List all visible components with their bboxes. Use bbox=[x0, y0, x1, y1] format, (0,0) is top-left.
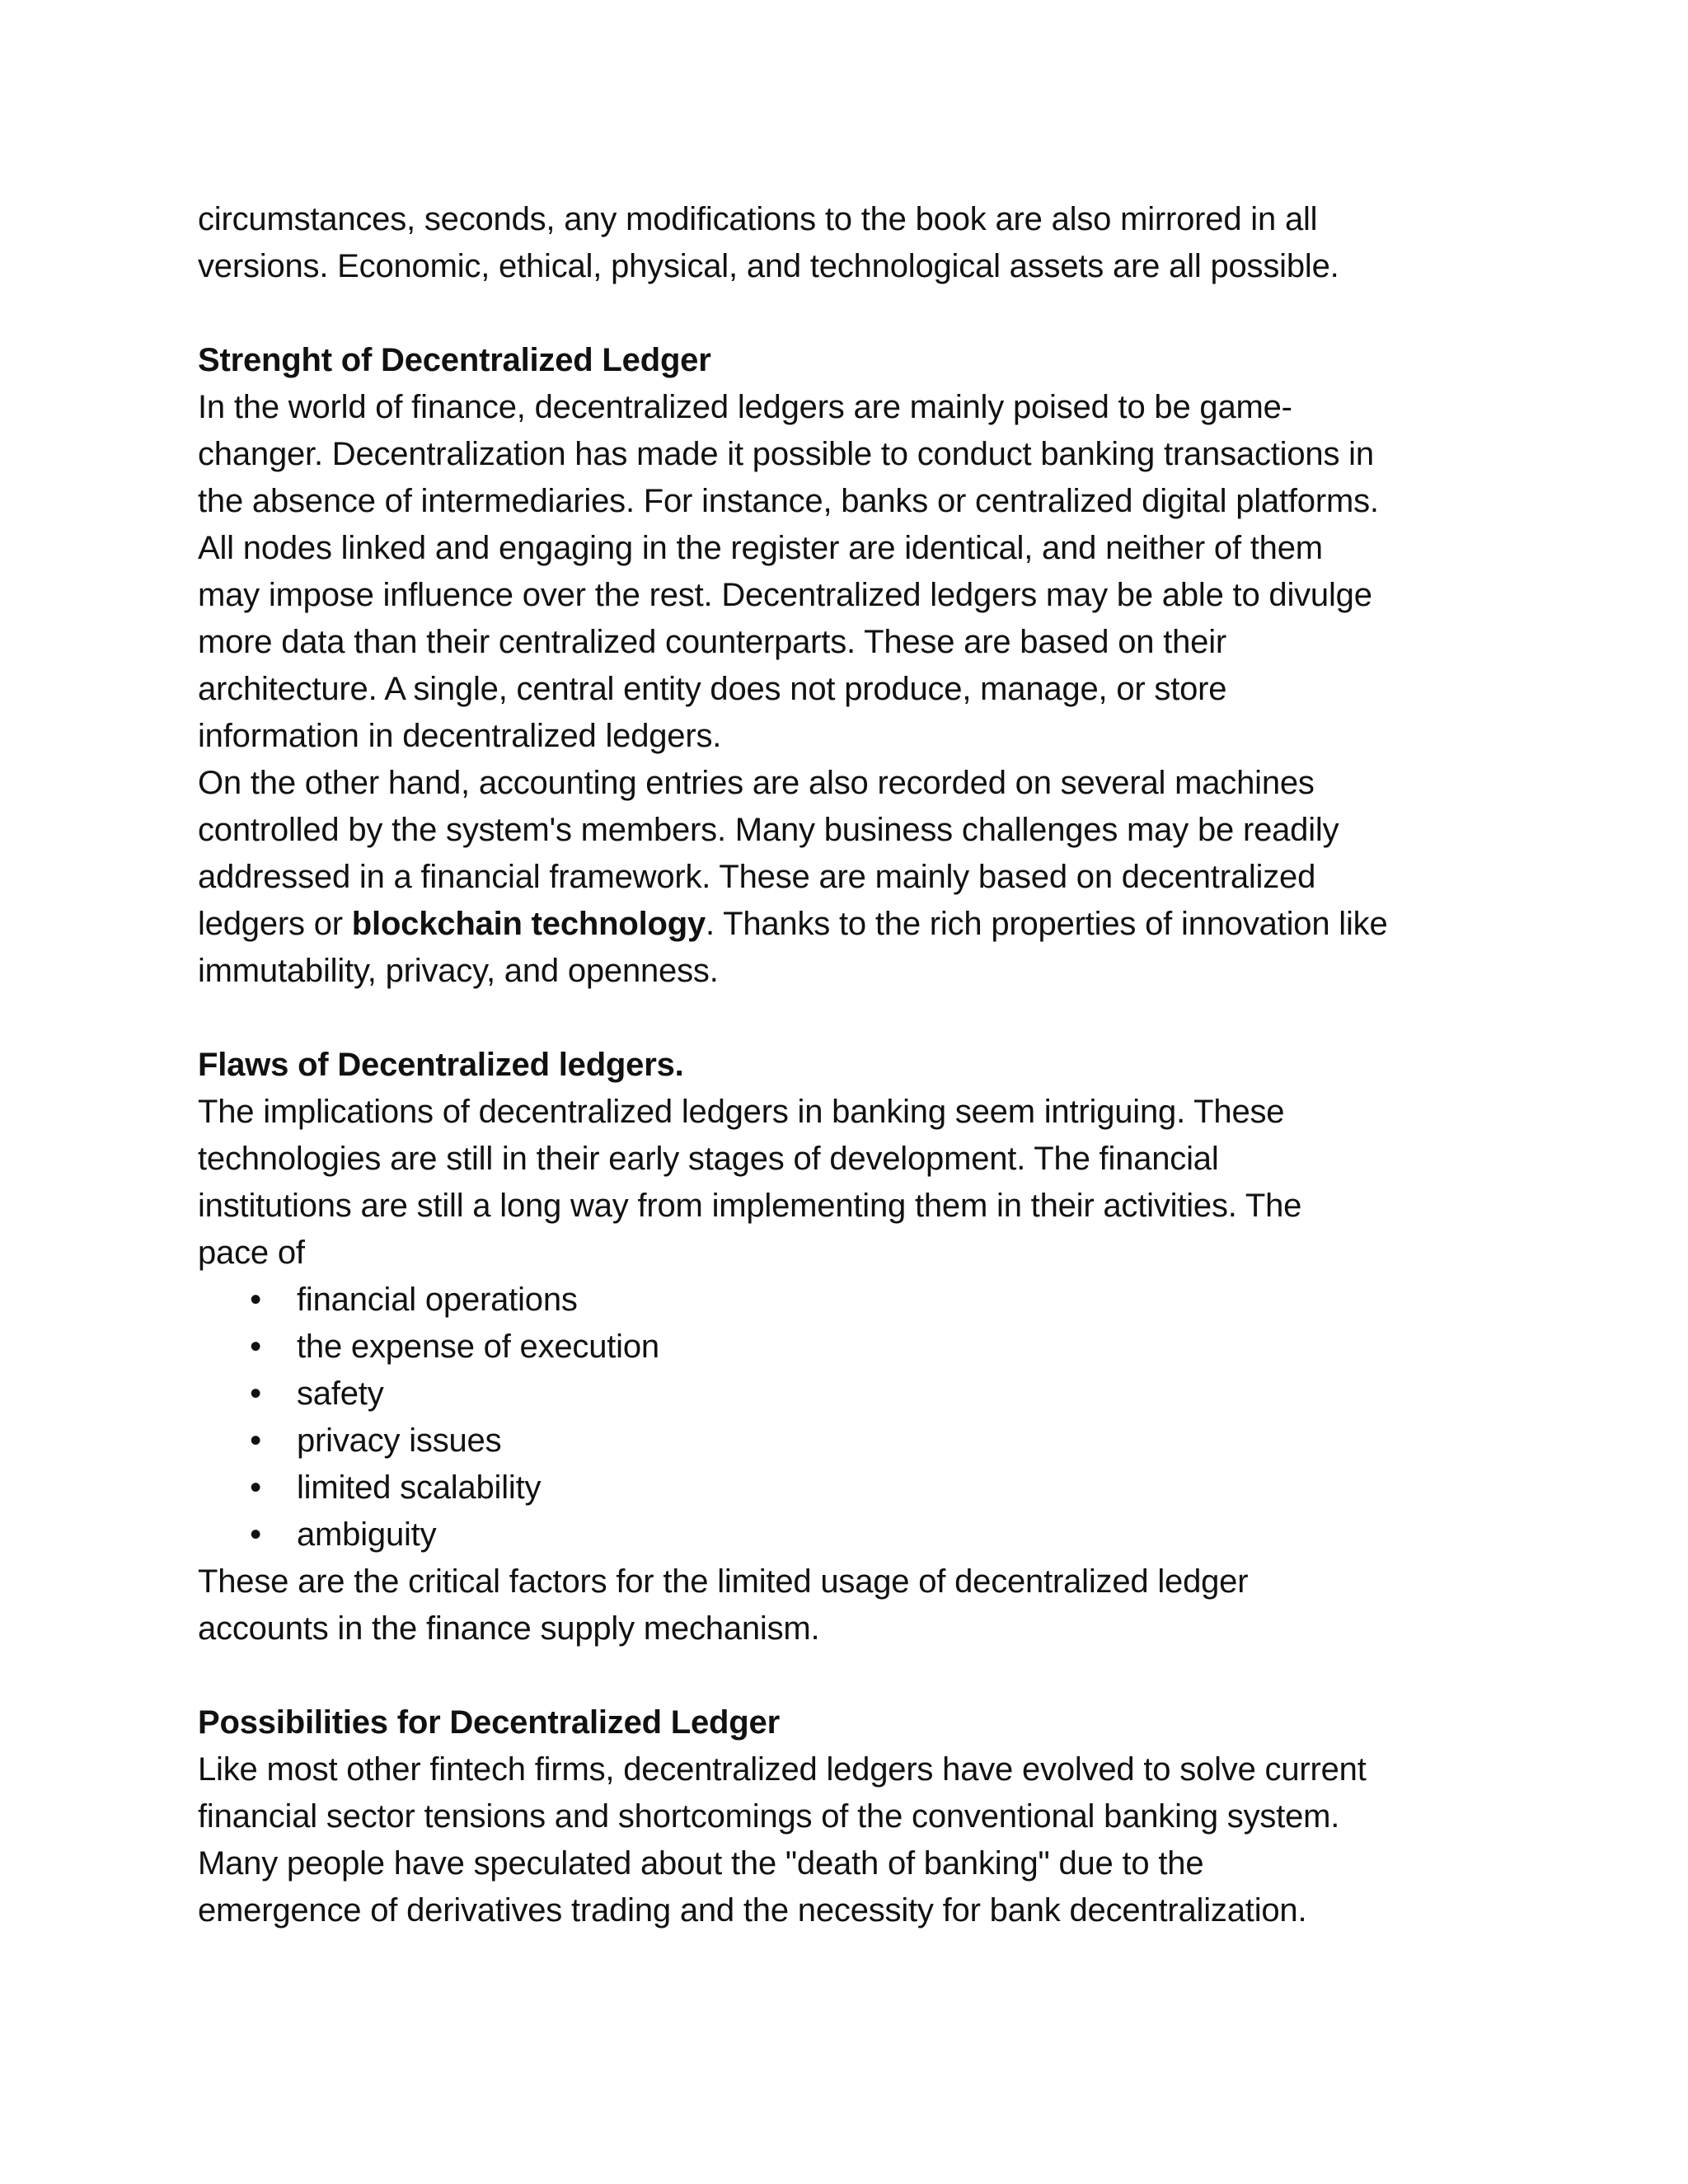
list-item-text: limited scalability bbox=[297, 1469, 542, 1506]
strength-mixed-line bbox=[198, 901, 1500, 948]
strength-line-4: All nodes linked and engaging in the register are identical, and neither of them bbox=[198, 530, 1323, 566]
possibilities-line-2: financial sector tensions and shortcomings of the conventional banking system. bbox=[198, 1798, 1340, 1835]
bullet-icon: • bbox=[250, 1422, 261, 1459]
possibilities-line-1: Like most other fintech firms, decentralized ledgers have evolved to solve current bbox=[198, 1751, 1367, 1788]
strength-line-6: more data than their centralized counterparts. These are based on their bbox=[198, 624, 1227, 660]
strength-line-2: changer. Decentralization has made it possible to conduct banking transactions in bbox=[198, 436, 1374, 472]
spacer bbox=[198, 1652, 1500, 1699]
mixed-before-text: ledgers or bbox=[198, 906, 352, 942]
spacer bbox=[198, 290, 1500, 337]
list-item bbox=[198, 1371, 1500, 1418]
strength-last-line: immutability, privacy, and openness. bbox=[198, 953, 719, 989]
flaws-after-line-1: These are the critical factors for the limited usage of decentralized ledger bbox=[198, 1563, 1249, 1600]
spacer bbox=[198, 995, 1500, 1042]
strength-line-7: architecture. A single, central entity does not produce, manage, or store bbox=[198, 671, 1227, 707]
intro-line-2: versions. Economic, ethical, physical, and technological assets are all possible. bbox=[198, 248, 1339, 284]
mixed-after-text: . Thanks to the rich properties of innovation like bbox=[706, 906, 1388, 942]
bullet-icon: • bbox=[250, 1516, 261, 1553]
strength-line-9: On the other hand, accounting entries are also recorded on several machines bbox=[198, 765, 1315, 801]
possibilities-line-4: emergence of derivatives trading and the necessity for bank decentralization. bbox=[198, 1892, 1307, 1929]
flaws-line-1: The implications of decentralized ledgers in banking seem intriguing. These bbox=[198, 1094, 1285, 1130]
strength-heading: Strenght of Decentralized Ledger bbox=[198, 342, 711, 378]
bullet-icon: • bbox=[250, 1329, 261, 1365]
flaws-line-3: institutions are still a long way from implementing them in their activities. The bbox=[198, 1188, 1302, 1224]
list-item-text: financial operations bbox=[297, 1282, 578, 1318]
flaws-section bbox=[198, 1042, 1500, 1652]
bullet-icon: • bbox=[250, 1376, 261, 1412]
possibilities-heading: Possibilities for Decentralized Ledger bbox=[198, 1704, 780, 1741]
list-item-text: the expense of execution bbox=[297, 1329, 659, 1365]
flaws-line-2: technologies are still in their early stages of development. The financial bbox=[198, 1141, 1219, 1177]
flaws-bullet-list bbox=[198, 1277, 1500, 1558]
strength-line-1: In the world of finance, decentralized ledgers are mainly poised to be game- bbox=[198, 389, 1292, 425]
list-item bbox=[198, 1277, 1500, 1324]
flaws-line-4: pace of bbox=[198, 1235, 305, 1271]
list-item bbox=[198, 1511, 1500, 1558]
blockchain-technology-bold: blockchain technology bbox=[351, 906, 706, 942]
list-item bbox=[198, 1418, 1500, 1465]
list-item bbox=[198, 1324, 1500, 1371]
flaws-heading: Flaws of Decentralized ledgers. bbox=[198, 1047, 684, 1083]
strength-section bbox=[198, 337, 1500, 995]
list-item bbox=[198, 1465, 1500, 1511]
document-page bbox=[198, 196, 1500, 1934]
strength-line-3: the absence of intermediaries. For instance, banks or centralized digital platforms. bbox=[198, 483, 1379, 519]
list-item-text: privacy issues bbox=[297, 1422, 502, 1459]
intro-paragraph bbox=[198, 196, 1500, 290]
list-item-text: safety bbox=[297, 1376, 384, 1412]
list-item-text: ambiguity bbox=[297, 1516, 437, 1553]
possibilities-line-3: Many people have speculated about the "death of banking" due to the bbox=[198, 1845, 1204, 1882]
bullet-icon: • bbox=[250, 1469, 261, 1506]
flaws-after-line-2: accounts in the finance supply mechanism. bbox=[198, 1610, 820, 1647]
strength-line-11: addressed in a financial framework. These are mainly based on decentralized bbox=[198, 859, 1316, 895]
strength-line-10: controlled by the system's members. Many business challenges may be readily bbox=[198, 812, 1339, 848]
intro-line-1: circumstances, seconds, any modifications to the book are also mirrored in all bbox=[198, 201, 1318, 237]
strength-line-5: may impose influence over the rest. Decentralized ledgers may be able to divulge bbox=[198, 577, 1372, 613]
bullet-icon: • bbox=[250, 1282, 261, 1318]
strength-line-8: information in decentralized ledgers. bbox=[198, 718, 722, 754]
possibilities-section bbox=[198, 1699, 1500, 1934]
